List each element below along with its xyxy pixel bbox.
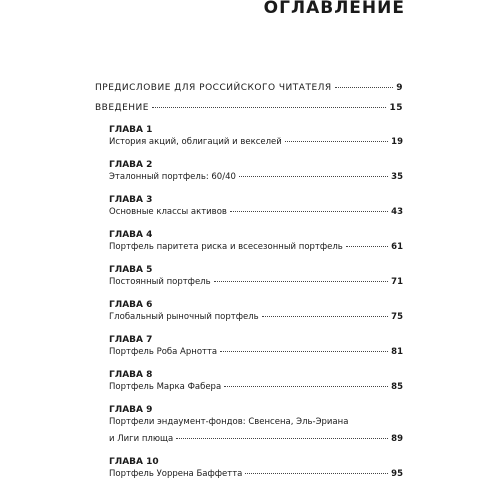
dot-leader <box>224 386 388 387</box>
table-of-contents <box>95 82 403 491</box>
chapter-title: Эталонный портфель: 60/40 <box>109 172 236 182</box>
chapter-heading: ГЛАВА 3 <box>109 195 153 205</box>
toc-entry-label: ПРЕДИСЛОВИЕ ДЛЯ РОССИЙСКОГО ЧИТАТЕЛЯ <box>95 83 332 93</box>
toc-chapter-9[interactable] <box>109 404 403 445</box>
chapter-heading: ГЛАВА 5 <box>109 265 153 275</box>
chapter-title: История акций, облигаций и векселей <box>109 137 282 147</box>
chapter-title: Портфель паритета риска и всесезонный портфель <box>109 242 343 252</box>
chapter-title: Портфель Уоррена Баффетта <box>109 468 243 479</box>
chapter-heading: ГЛАВА 4 <box>109 230 153 240</box>
dot-leader <box>239 176 388 177</box>
toc-chapter-2[interactable] <box>109 159 403 184</box>
toc-page-number: 71 <box>391 277 403 287</box>
chapter-title: Портфель Марка Фабера <box>109 382 222 392</box>
chapter-heading: ГЛАВА 9 <box>109 405 153 415</box>
toc-page-number: 81 <box>391 347 403 357</box>
toc-chapter-8[interactable] <box>109 369 403 394</box>
dot-leader <box>245 473 388 474</box>
chapter-heading: ГЛАВА 8 <box>109 370 153 380</box>
toc-chapter-1[interactable] <box>109 124 403 149</box>
toc-chapter-4[interactable] <box>109 229 403 254</box>
dot-leader <box>214 281 389 282</box>
dot-leader <box>285 141 388 142</box>
dot-leader <box>220 351 388 352</box>
dot-leader <box>230 211 388 212</box>
toc-page-number: 43 <box>391 207 403 217</box>
chapter-heading: ГЛАВА 7 <box>109 335 153 345</box>
toc-chapter-5[interactable] <box>109 264 403 289</box>
toc-page-number: 85 <box>391 382 403 392</box>
toc-entry-introduction[interactable] <box>95 102 403 114</box>
chapter-title: Глобальный рыночный портфель <box>109 312 259 322</box>
chapter-heading: ГЛАВА 2 <box>109 160 153 170</box>
toc-page-number: 35 <box>391 172 403 182</box>
chapter-title-line-1: Портфели эндаумент-фондов: Свенсена, Эль-Эриана <box>109 417 349 427</box>
chapter-heading: ГЛАВА 10 <box>109 456 159 467</box>
dot-leader <box>262 316 389 317</box>
dot-leader <box>335 87 394 88</box>
chapter-title: и Лиги плюща <box>109 433 174 444</box>
toc-page-number: 9 <box>396 83 403 93</box>
toc-page-number: 61 <box>391 242 403 252</box>
chapter-title: Портфель Роба Арнотта <box>109 347 218 357</box>
dot-leader <box>346 246 388 247</box>
chapter-heading: ГЛАВА 6 <box>109 300 153 310</box>
dot-leader <box>152 107 387 108</box>
toc-chapter-7[interactable] <box>109 334 403 359</box>
page-title: ОГЛАВЛЕНИЕ <box>263 0 405 18</box>
toc-entry-label: ВВЕДЕНИЕ <box>95 103 149 113</box>
toc-page-number: 15 <box>389 103 403 113</box>
chapter-title: Основные классы активов <box>109 207 227 217</box>
dot-leader <box>176 438 388 439</box>
chapter-heading: ГЛАВА 1 <box>109 125 153 135</box>
toc-page-number: 95 <box>391 468 403 479</box>
toc-page-number: 19 <box>391 137 403 147</box>
toc-chapter-3[interactable] <box>109 194 403 219</box>
toc-page-number: 89 <box>391 433 403 444</box>
toc-page-number: 75 <box>391 312 403 322</box>
toc-chapter-10[interactable] <box>109 456 403 481</box>
toc-entry-preface[interactable] <box>95 82 403 94</box>
toc-chapter-6[interactable] <box>109 299 403 324</box>
chapter-title: Постоянный портфель <box>109 277 211 287</box>
